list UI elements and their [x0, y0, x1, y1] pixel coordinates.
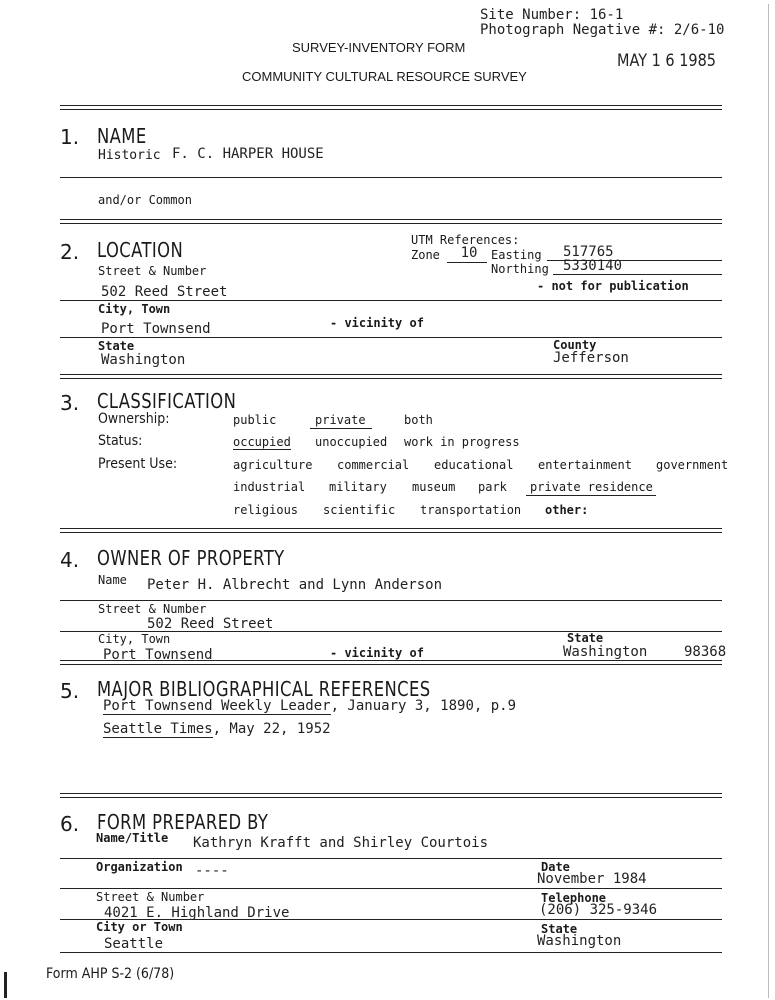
underline: [447, 262, 487, 263]
telephone-label: Telephone: [541, 891, 607, 905]
zone-label: Zone: [411, 248, 440, 262]
divider: [60, 888, 722, 889]
owner-street-label: Street & Number: [98, 602, 207, 616]
form-title: SURVEY-INVENTORY FORM: [292, 40, 466, 55]
preparer-street-label: Street & Number: [96, 890, 205, 904]
city-town-label: City, Town: [98, 302, 171, 316]
underline: [553, 274, 722, 275]
street-number-label: Street & Number: [98, 264, 207, 278]
date-value: November 1984: [537, 871, 647, 887]
historic-name: F. C. HARPER HOUSE: [172, 146, 324, 162]
preparer-city-value: Seattle: [104, 936, 164, 952]
section-number: 4.: [60, 548, 80, 572]
preparer-state-value: Washington: [537, 933, 622, 949]
organization-value: ----: [195, 863, 229, 879]
use-industrial: industrial: [233, 480, 306, 494]
owner-state-label: State: [567, 631, 604, 645]
northing-value: 5330140: [563, 258, 623, 274]
section-title-owner: OWNER OF PROPERTY: [97, 546, 285, 570]
divider: [60, 374, 722, 379]
vicinity-of: - vicinity of: [330, 316, 424, 330]
section-title-name: NAME: [97, 124, 147, 148]
reference-2-detail: , May 22, 1952: [212, 721, 331, 737]
use-government: government: [656, 458, 729, 472]
owner-zip-value: 98368: [684, 644, 727, 660]
section-title-location: LOCATION: [97, 238, 184, 262]
status-work-in-progress: work in progress: [404, 435, 520, 449]
section-number: 6.: [60, 812, 80, 836]
utm-label: UTM References:: [411, 233, 520, 247]
reference-1: [103, 698, 516, 714]
street-value: 502 Reed Street: [101, 284, 228, 300]
divider: [60, 177, 722, 178]
use-agriculture: agriculture: [233, 458, 313, 472]
use-religious: religious: [233, 503, 299, 517]
ownership-public: public: [233, 413, 277, 427]
owner-street-value: 502 Reed Street: [147, 616, 274, 632]
city-value: Port Townsend: [101, 321, 211, 337]
reference-1-source: Port Townsend Weekly Leader: [103, 698, 331, 714]
reference-1-detail: , January 3, 1890, p.9: [330, 698, 517, 714]
use-military: military: [329, 480, 387, 494]
present-use-label: Present Use:: [98, 456, 178, 472]
page-edge: [768, 4, 769, 998]
not-for-publication: - not for publication: [537, 279, 689, 293]
divider: [60, 660, 722, 665]
section-title-form-prepared: FORM PREPARED BY: [97, 810, 269, 834]
status-unoccupied: unoccupied: [315, 435, 388, 449]
use-educational: educational: [434, 458, 514, 472]
ownership-both: both: [404, 413, 433, 427]
owner-state-value: Washington: [563, 644, 648, 660]
owner-city-value: Port Townsend: [103, 647, 213, 663]
selection-underline: [310, 428, 372, 429]
ownership-private: private: [315, 413, 366, 427]
owner-name-label: Name: [98, 573, 127, 587]
divider: [60, 300, 722, 301]
telephone-value: (206) 325-9346: [539, 902, 658, 918]
use-transportation: transportation: [420, 503, 522, 517]
ownership-label: Ownership:: [98, 411, 170, 427]
preparer-state-label: State: [541, 922, 578, 936]
owner-city-label: City, Town: [98, 632, 171, 646]
state-value: Washington: [101, 352, 186, 368]
organization-label: Organization: [96, 860, 183, 874]
preparer-street-value: 4021 E. Highland Drive: [104, 905, 290, 921]
divider: [60, 793, 722, 798]
name-title-value: Kathryn Krafft and Shirley Courtois: [193, 835, 489, 851]
section-title-classification: CLASSIFICATION: [97, 389, 237, 413]
divider: [60, 858, 722, 859]
status-occupied: occupied: [233, 435, 291, 449]
divider: [60, 600, 722, 601]
northing-label: Northing: [491, 262, 549, 276]
reference-2-source: Seattle Times: [103, 721, 213, 737]
use-entertainment: entertainment: [538, 458, 632, 472]
preparer-city-label: City or Town: [96, 920, 183, 934]
name-title-label: Name/Title: [96, 831, 169, 845]
divider: [60, 105, 722, 110]
use-commercial: commercial: [337, 458, 410, 472]
easting-value: 517765: [563, 244, 614, 260]
use-scientific: scientific: [323, 503, 396, 517]
date-stamp: MAY 1 6 1985: [617, 51, 716, 71]
section-number: 5.: [60, 679, 80, 703]
form-id: Form AHP S-2 (6/78): [46, 966, 175, 982]
divider: [60, 337, 722, 338]
section-number: 1.: [60, 125, 80, 149]
section-number: 2.: [60, 240, 80, 264]
site-number: Site Number: 16-1: [480, 7, 624, 23]
section-number: 3.: [60, 391, 80, 415]
section-title-bibliography: MAJOR BIBLIOGRAPHICAL REFERENCES: [97, 677, 431, 701]
county-value: Jefferson: [553, 350, 629, 366]
zone-value: 10: [460, 245, 478, 261]
photograph-negative: Photograph Negative #: 2/6-10: [480, 22, 725, 38]
divider: [60, 952, 722, 953]
owner-name-value: Peter H. Albrecht and Lynn Anderson: [147, 577, 443, 593]
use-private-residence: private residence: [530, 480, 653, 494]
survey-title: COMMUNITY CULTURAL RESOURCE SURVEY: [242, 69, 527, 84]
use-other: other:: [545, 503, 589, 517]
owner-vicinity-of: - vicinity of: [330, 646, 424, 660]
use-park: park: [478, 480, 507, 494]
date-label: Date: [541, 860, 570, 874]
reference-2: [103, 721, 331, 737]
scan-mark: [4, 972, 7, 998]
county-label: County: [553, 338, 597, 352]
historic-label: Historic: [98, 148, 161, 163]
use-museum: museum: [412, 480, 456, 494]
divider: [60, 528, 722, 533]
easting-label: Easting: [491, 248, 542, 262]
state-label: State: [98, 339, 135, 353]
common-label: and/or Common: [98, 193, 192, 207]
selection-underline: [526, 495, 656, 496]
status-label: Status:: [98, 433, 143, 449]
divider: [60, 219, 722, 224]
